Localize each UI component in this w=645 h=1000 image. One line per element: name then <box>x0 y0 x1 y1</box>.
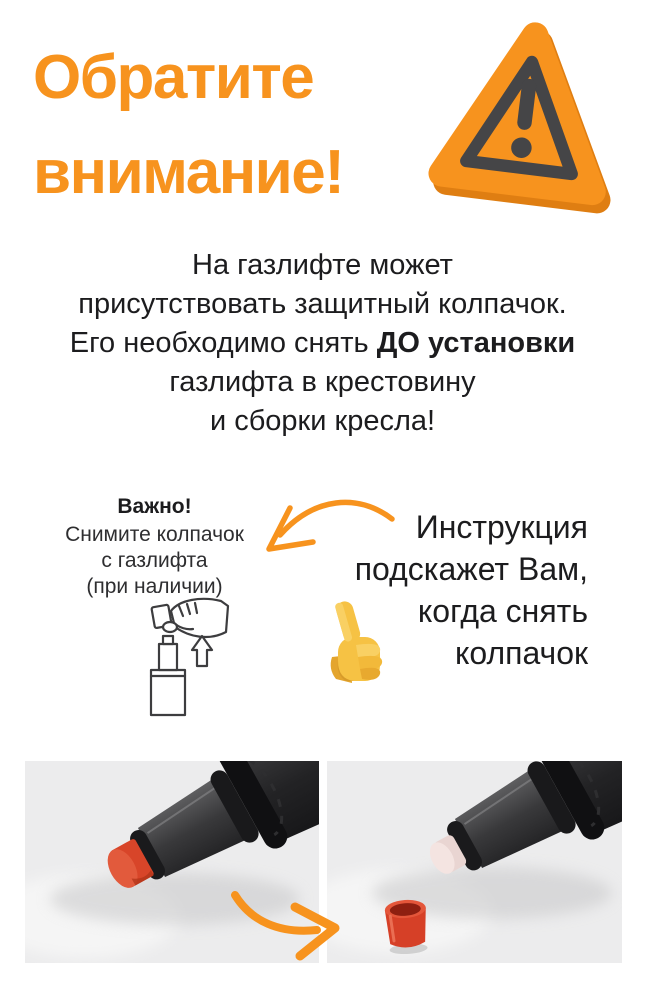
important-note-line: (при наличии) <box>86 575 223 598</box>
instruction-note <box>268 506 588 674</box>
important-note-title: Важно! <box>117 495 192 518</box>
important-note-line: Снимите колпачок <box>65 523 244 546</box>
important-note <box>27 494 282 600</box>
thumbs-up-emoji <box>326 599 390 689</box>
curved-arrow-right-icon <box>183 883 355 979</box>
page-title-line2: внимание! <box>33 138 344 207</box>
instruction-line: Инструкция <box>415 509 588 545</box>
warning-triangle-svg <box>418 5 632 232</box>
hand-removing-cap-svg <box>113 596 265 718</box>
notice-bold-fragment: ДО установки <box>376 327 576 359</box>
warning-triangle-icon <box>418 5 632 232</box>
notice-text <box>0 246 645 441</box>
hand-removing-cap-drawing <box>113 596 265 718</box>
notice-line: присутствовать защитный колпачок. <box>78 288 567 320</box>
instruction-line: подскажет Вам, <box>354 551 588 587</box>
gas-lift-cap-removed-photo <box>327 761 622 963</box>
page-title <box>33 30 343 220</box>
important-note-line: с газлифта <box>101 549 208 572</box>
notice-line: На газлифте может <box>192 249 453 281</box>
curved-arrow-right-svg <box>183 883 355 979</box>
notice-line: газлифта в крестовину <box>169 366 476 398</box>
instruction-line: колпачок <box>454 635 588 671</box>
instruction-line: когда снять <box>417 593 588 629</box>
page-title-line1: Обратите <box>33 43 314 112</box>
notice-line: Его необходимо снять ДО установки <box>69 327 576 359</box>
notice-line: и сборки кресла! <box>209 405 436 437</box>
thumbs-up-svg <box>326 599 390 689</box>
